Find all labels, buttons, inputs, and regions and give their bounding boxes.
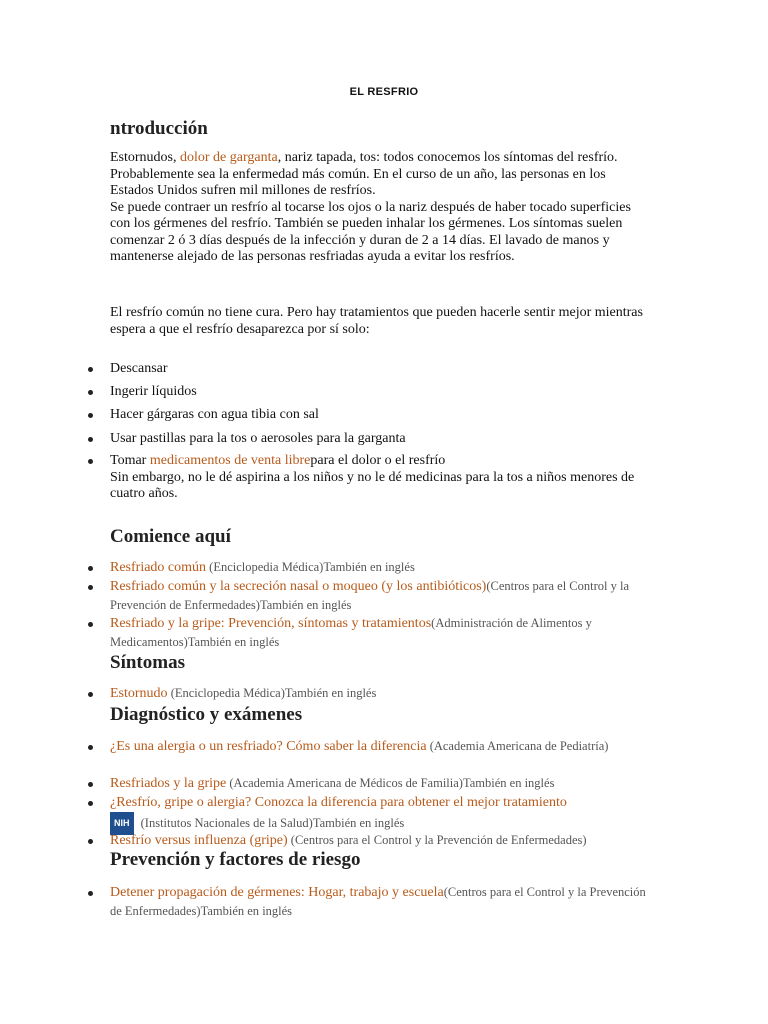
link-resfrio-versus-influenza[interactable]: Resfrío versus influenza (gripe) bbox=[110, 833, 288, 848]
reference-item bbox=[110, 737, 658, 756]
reference-item bbox=[110, 614, 658, 652]
reference-item bbox=[110, 684, 658, 703]
link-ingles[interactable]: inglés bbox=[374, 816, 405, 830]
bullet bbox=[88, 413, 93, 418]
source-text: (Academia Americana de Médicos de Familia) bbox=[226, 776, 463, 790]
intro-paragraph-cure: El resfrío común no tiene cura. Pero hay tratamientos que pueden hacerle sentir mejor mientras espera a que el resfrío desaparezca por sí solo: bbox=[110, 305, 643, 337]
link-resfriado-y-gripe[interactable]: Resfriado y la gripe: Prevención, síntomas y tratamientos bbox=[110, 616, 432, 631]
source-text: (Centros para el Control y la Prevención de Enfermedades) bbox=[110, 579, 630, 612]
bullet bbox=[88, 459, 93, 464]
source-text: (Centros para el Control y la Prevención de Enfermedades) bbox=[287, 833, 587, 847]
heading-diagnostico: Diagnóstico y exámenes bbox=[110, 704, 303, 725]
reference-item bbox=[110, 577, 658, 615]
document-title: EL RESFRIO bbox=[349, 86, 419, 98]
bullet bbox=[88, 839, 93, 844]
link-estornudo[interactable]: Estornudo bbox=[110, 686, 168, 701]
reference-item bbox=[110, 883, 658, 921]
heading-introduccion: ntroducción bbox=[110, 118, 208, 139]
source-text: (Administración de Alimentos y Medicamentos) bbox=[110, 616, 592, 649]
link-resfrio-gripe-alergia[interactable]: ¿Resfrío, gripe o alergia? Conozca la diferencia para obtener el mejor tratamiento bbox=[110, 795, 567, 810]
list-item-medicamentos bbox=[110, 453, 660, 503]
also-label: También en bbox=[462, 776, 525, 790]
bullet bbox=[88, 801, 93, 806]
bullet bbox=[88, 390, 93, 395]
heading-prevencion: Prevención y factores de riesgo bbox=[110, 849, 361, 870]
source-text: (Institutos Nacionales de la Salud) bbox=[137, 816, 313, 830]
also-label: También en bbox=[284, 686, 347, 700]
item-text: para el dolor o el resfrío bbox=[310, 453, 446, 468]
reference-item bbox=[110, 831, 658, 850]
reference-item bbox=[110, 793, 658, 835]
also-label: También en bbox=[187, 635, 250, 649]
link-alergia-o-resfriado[interactable]: ¿Es una alergia o un resfriado? Cómo saber la diferencia bbox=[110, 739, 427, 754]
intro-text: Estornudos, bbox=[110, 150, 180, 165]
bullet bbox=[88, 367, 93, 372]
bullet bbox=[88, 891, 93, 896]
also-label: También en bbox=[200, 904, 263, 918]
intro-text-2: Se puede contraer un resfrío al tocarse los ojos o la nariz después de haber tocado superficies con los gérmenes del resfrío. También se pueden inhalar los gérmenes. Los síntomas suelen comenzar 2 ó 3 días después de la infección y duran de 2 a 14 días. El lavado de manos y mantenerse alejado de las personas resfriadas ayuda a evitar los resfríos. bbox=[110, 199, 631, 264]
also-label: También en bbox=[259, 598, 322, 612]
source-text: (Academia Americana de Pediatría) bbox=[426, 739, 609, 753]
bullet bbox=[88, 622, 93, 627]
also-label: También en bbox=[323, 560, 385, 574]
list-item-liquidos: Ingerir líquidos bbox=[110, 384, 197, 399]
reference-item bbox=[110, 558, 658, 577]
source-text: (Enciclopedia Médica) bbox=[206, 560, 324, 574]
list-item-descansar: Descansar bbox=[110, 361, 168, 376]
link-dolor-de-garganta[interactable]: dolor de garganta bbox=[180, 150, 278, 165]
link-resfriado-secrecion-nasal[interactable]: Resfriado común y la secreción nasal o moqueo (y los antibióticos) bbox=[110, 579, 487, 594]
link-ingles[interactable]: inglés bbox=[384, 560, 415, 574]
link-detener-propagacion[interactable]: Detener propagación de gérmenes: Hogar, trabajo y escuela bbox=[110, 885, 444, 900]
nih-badge-icon: NIH bbox=[110, 812, 134, 835]
list-item-gargaras: Hacer gárgaras con agua tibia con sal bbox=[110, 407, 319, 422]
list-item-pastillas: Usar pastillas para la tos o aerosoles para la garganta bbox=[110, 431, 406, 446]
item-note: Sin embargo, no le dé aspirina a los niños y no le dé medicinas para la tos a niños menores de cuatro años. bbox=[110, 469, 635, 501]
heading-sintomas: Síntomas bbox=[110, 652, 185, 673]
link-resfriados-y-gripe[interactable]: Resfriados y la gripe bbox=[110, 776, 227, 791]
source-text: (Enciclopedia Médica) bbox=[167, 686, 285, 700]
bullet bbox=[88, 782, 93, 787]
link-ingles[interactable]: inglés bbox=[249, 635, 280, 649]
bullet bbox=[88, 566, 93, 571]
bullet bbox=[88, 692, 93, 697]
reference-item bbox=[110, 774, 658, 793]
link-ingles[interactable]: inglés bbox=[262, 904, 293, 918]
bullet bbox=[88, 585, 93, 590]
intro-paragraph bbox=[110, 150, 650, 266]
link-ingles[interactable]: inglés bbox=[346, 686, 377, 700]
bullet bbox=[88, 745, 93, 750]
link-resfriado-comun[interactable]: Resfriado común bbox=[110, 560, 207, 575]
item-text: Tomar bbox=[110, 453, 150, 468]
intro-text: , nariz tapada, tos: todos conocemos los síntomas del resfrío. Probablemente sea la enfermedad más común. En el curso de un año, las personas en los Estados Unidos sufren mil millones de resfríos. bbox=[110, 150, 618, 198]
heading-comience-aqui: Comience aquí bbox=[110, 526, 231, 547]
source-text: (Centros para el Control y la Prevención de Enfermedades) bbox=[110, 885, 646, 918]
link-medicamentos-venta-libre[interactable]: medicamentos de venta libre bbox=[149, 453, 311, 468]
bullet bbox=[88, 437, 93, 442]
link-ingles[interactable]: inglés bbox=[524, 776, 555, 790]
link-ingles[interactable]: inglés bbox=[321, 598, 352, 612]
also-label: También en bbox=[312, 816, 375, 830]
